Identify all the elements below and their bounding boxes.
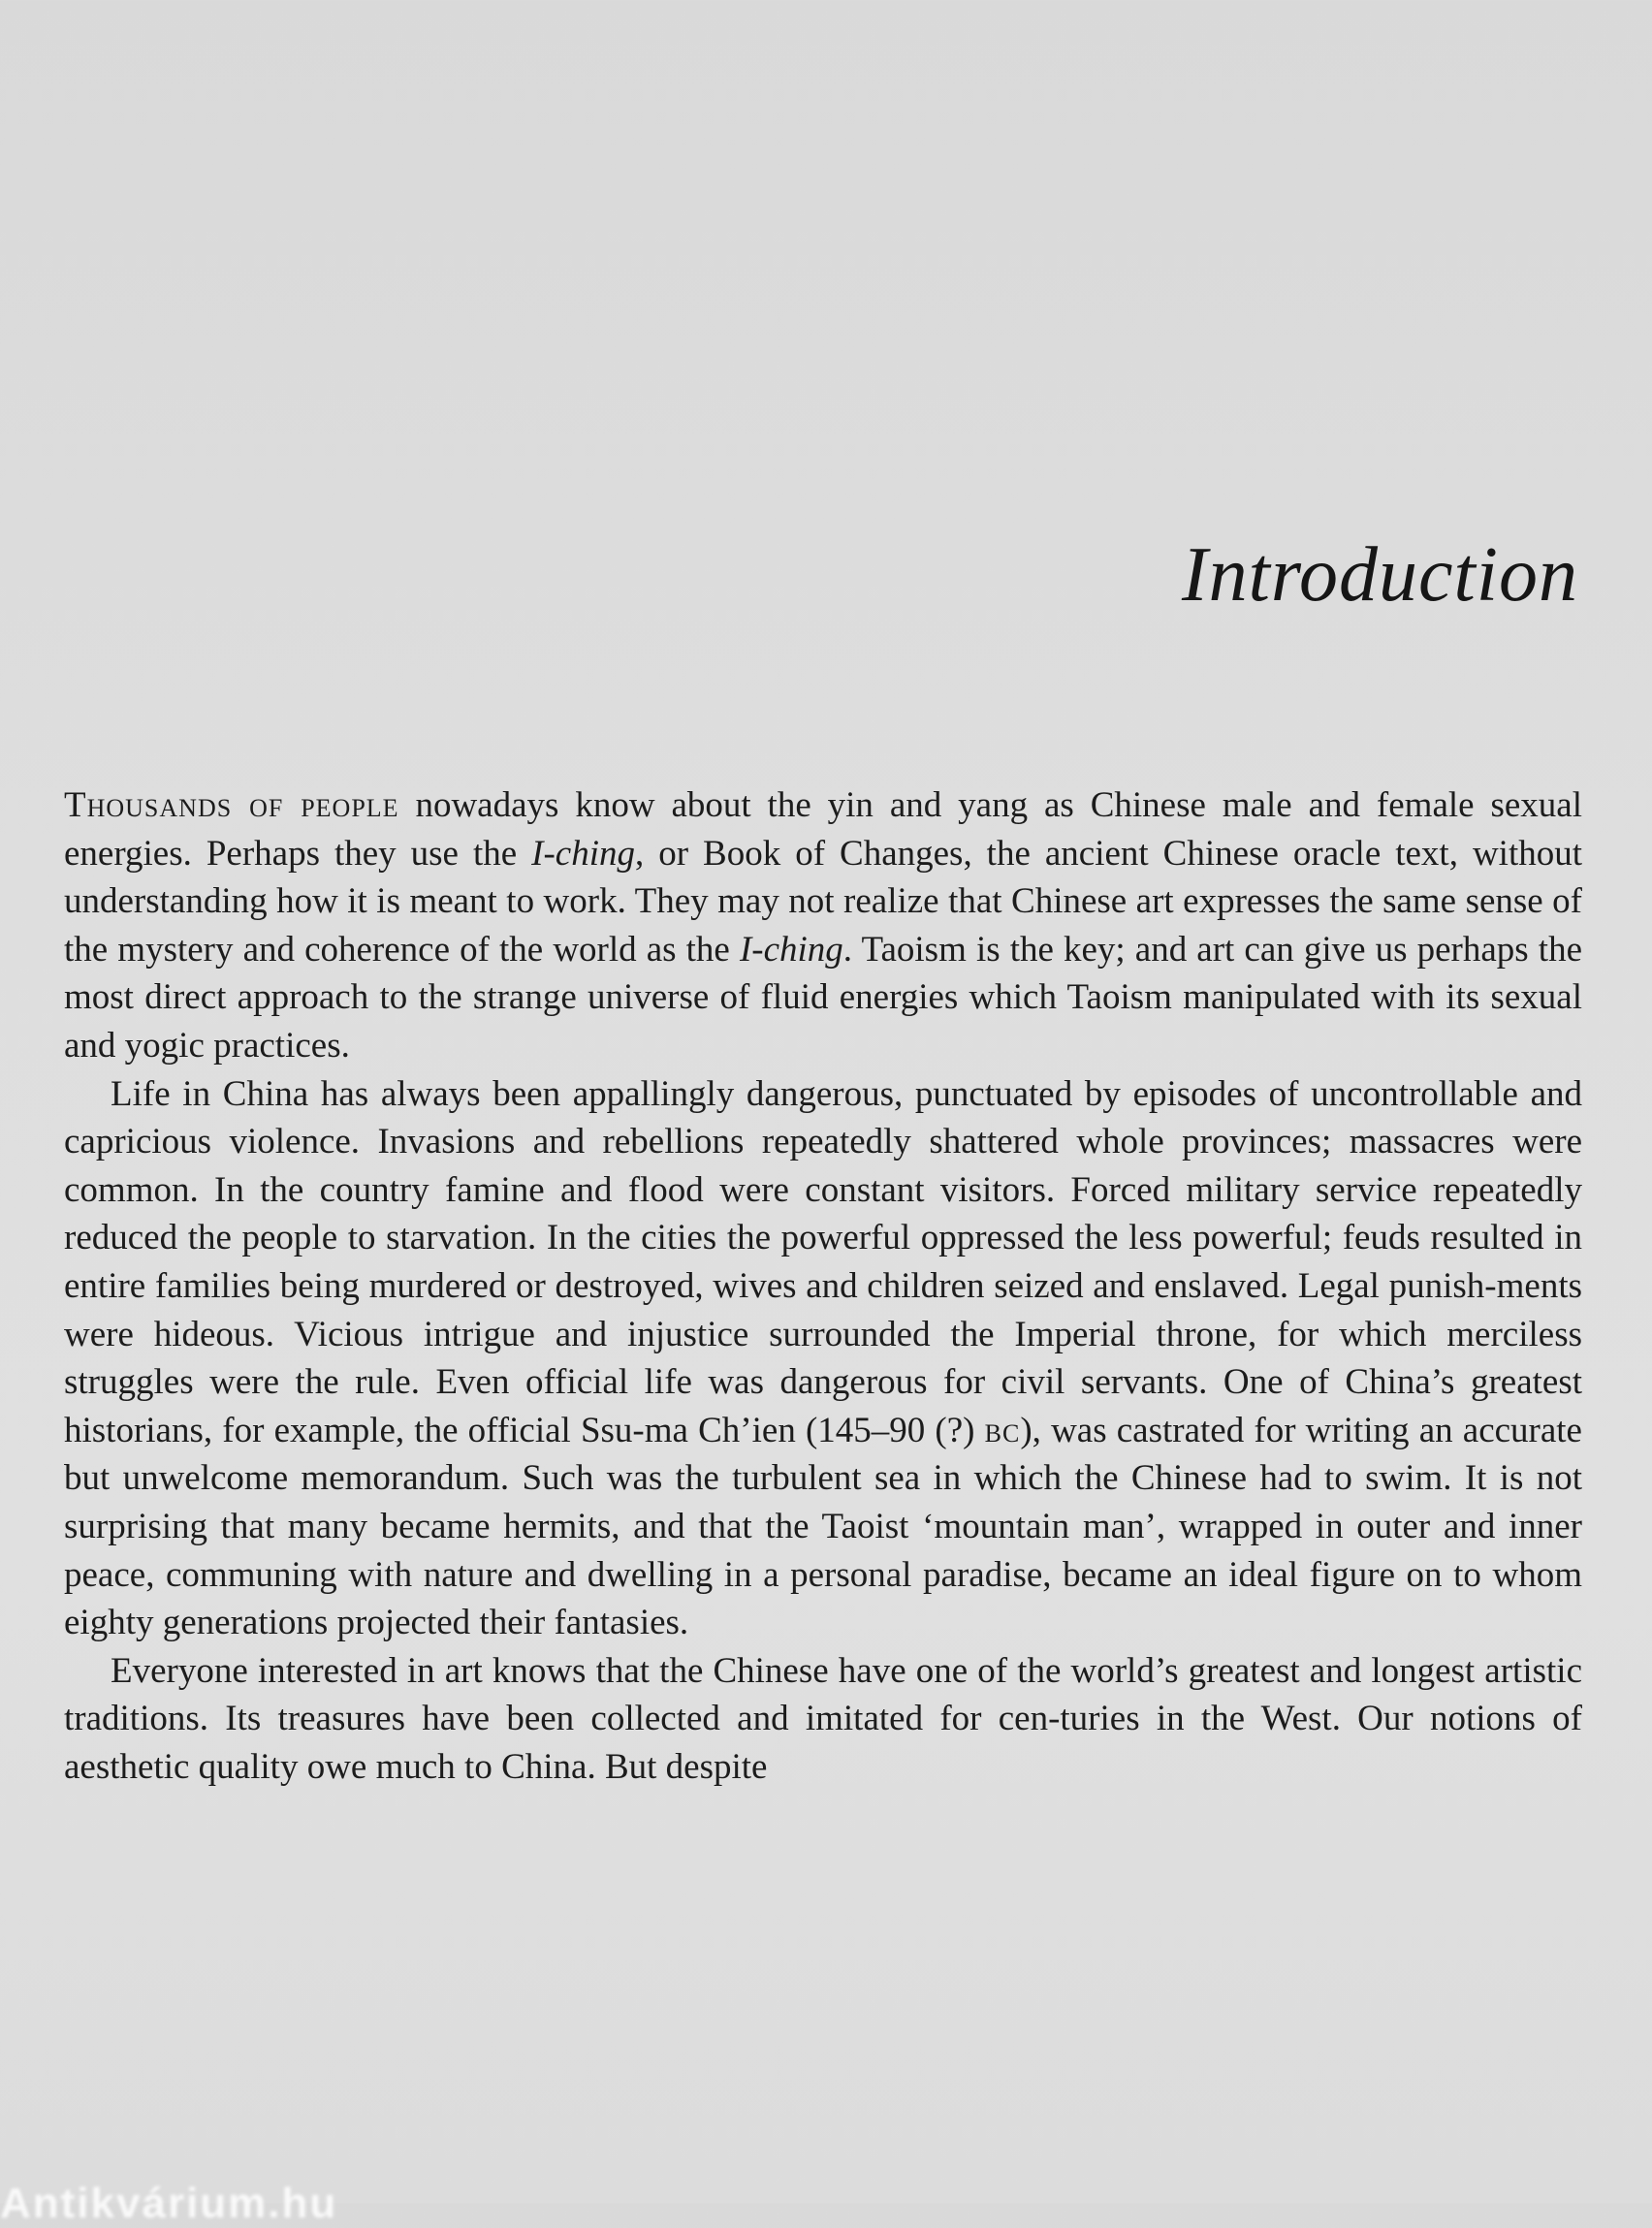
paragraph-text: ), was castrated for writing an accurate but unwelcome memorandum. Such was the turbulent sea in which the Chinese had to swim. It is not surprising that many became hermits, and that the Taoist ‘mountain man’, wrapped in outer and inner peace, communing with nature and dwelling in a personal paradise, became an ideal figure on to whom eighty generations projected their fantasies.: [64, 1410, 1582, 1643]
lead-small-caps: Thousands of people: [64, 785, 399, 825]
paragraph-2: [64, 1070, 1582, 1647]
paragraph-text: . Taoism is the key; and art can give us perhaps the most direct approach to the strange universe of fluid energies which Taoism manipulated with its sexual and yogic practices.: [64, 929, 1582, 1066]
paragraph-text: nowadays know about the yin and yang as Chinese male and female sexual energies. Perhaps they use the: [64, 785, 1582, 874]
watermark: Antikvárium.hu: [0, 2180, 338, 2227]
era-small-caps: bc: [984, 1410, 1021, 1450]
paragraph-3: [64, 1647, 1582, 1792]
italic-title: I-ching: [739, 929, 843, 970]
paragraph-text: Everyone interested in art knows that the Chinese have one of the world’s greatest and longest artistic traditions. Its treasures have been collected and imitated for cen-turies in the West. Our notions of aesthetic quality owe much to China. But despite: [64, 1650, 1582, 1787]
paragraph-1: [64, 781, 1582, 1070]
italic-title: I-ching: [531, 833, 636, 874]
chapter-title: Introduction: [1182, 532, 1578, 618]
paragraph-text: , or Book of Changes, the ancient Chinese oracle text, without understanding how it is meant to work. They may not realize that Chinese art expresses the same sense of the mystery and coherence of the world as the: [64, 833, 1583, 970]
body-text: [64, 781, 1582, 1791]
paragraph-text: Life in China has always been appallingly dangerous, punctuated by episodes of uncontrollable and capricious violence. Invasions and rebellions repeatedly shattered whole provinces; massacres were common. In the country famine and flood were constant visitors. Forced military service repeatedly reduced the people to starvation. In the cities the powerful oppressed the less powerful; feuds resulted in entire families being murdered or destroyed, wives and children seized and enslaved. Legal punish-ments were hideous. Vicious intrigue and injustice surrounded the Imperial throne, for which merciless struggles were the rule. Even official life was dangerous for civil servants. One of China’s greatest historians, for example, the official Ssu-ma Ch’ien (145–90 (?): [64, 1073, 1582, 1450]
